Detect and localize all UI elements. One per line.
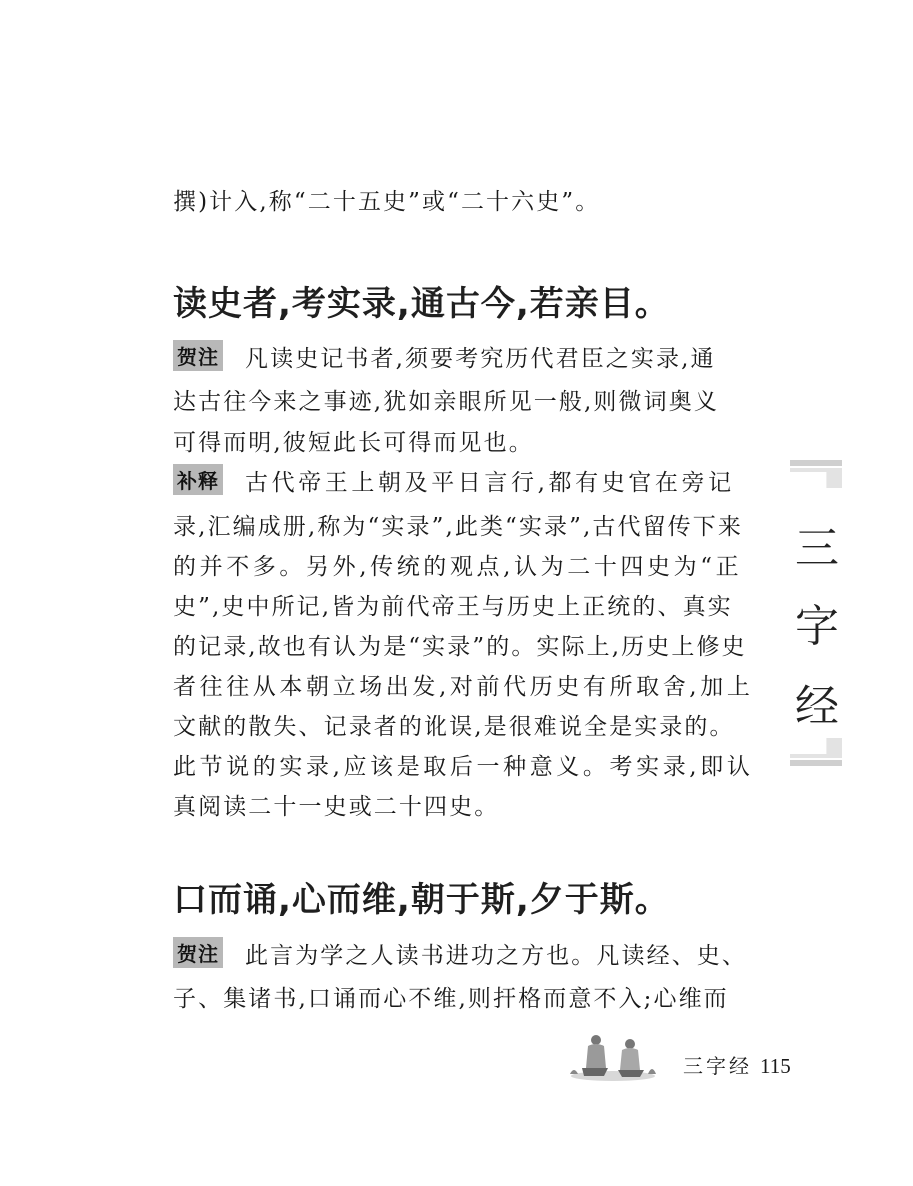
he-zhu-line: 子、集诸书,口诵而心不维,则扞格而意不入;心维而 bbox=[173, 986, 729, 1012]
bu-shi-line bbox=[173, 464, 735, 497]
tab-top-bracket bbox=[790, 468, 842, 488]
he-zhu-line: 达古往今来之事迹,犹如亲眼所见一般,则微词奥义 bbox=[173, 389, 719, 415]
verse-heading: 读史者,考实录,通古今,若亲目。 bbox=[173, 284, 670, 324]
side-char: 经 bbox=[795, 681, 839, 732]
side-char: 三 bbox=[795, 523, 839, 574]
bu-shi-line: 文献的散失、记录者的讹误,是很难说全是实录的。 bbox=[173, 714, 735, 740]
he-zhu-line: 可得而明,彼短此长可得而见也。 bbox=[173, 430, 534, 456]
he-zhu-line bbox=[173, 340, 716, 373]
side-char: 字 bbox=[795, 601, 839, 652]
bu-shi-line: 此节说的实录,应该是取后一种意义。考实录,即认 bbox=[173, 754, 754, 780]
he-zhu-label: 贺注 bbox=[173, 937, 223, 968]
footer-book-title: 三字经 bbox=[683, 1054, 752, 1078]
bu-shi-line: 真阅读二十一史或二十四史。 bbox=[173, 794, 500, 820]
bu-shi-line: 史”,史中所记,皆为前代帝王与历史上正统的、真实 bbox=[173, 594, 733, 620]
bu-shi-line: 者往往从本朝立场出发,对前代历史有所取舍,加上 bbox=[173, 674, 754, 700]
bu-shi-text: 古代帝王上朝及平日言行,都有史官在旁记 bbox=[245, 470, 735, 496]
bu-shi-line: 的记录,故也有认为是“实录”的。实际上,历史上修史 bbox=[173, 634, 747, 660]
verse-heading: 口而诵,心而维,朝于斯,夕于斯。 bbox=[173, 880, 670, 920]
he-zhu-line bbox=[173, 937, 747, 970]
tab-bottom-bar bbox=[790, 760, 842, 766]
he-zhu-text: 此言为学之人读书进功之方也。凡读经、史、 bbox=[245, 943, 747, 969]
bu-shi-line: 的并不多。另外,传统的观点,认为二十四史为“正 bbox=[173, 554, 743, 580]
side-tab-book-title bbox=[790, 460, 842, 766]
bu-shi-line: 录,汇编成册,称为“实录”,此类“实录”,古代留传下来 bbox=[173, 514, 743, 540]
he-zhu-label: 贺注 bbox=[173, 340, 223, 371]
top-continuation-line: 撰)计入,称“二十五史”或“二十六史”。 bbox=[173, 189, 601, 215]
tab-bottom-bracket bbox=[790, 738, 842, 758]
tab-top-bar bbox=[790, 460, 842, 466]
he-zhu-text: 凡读史记书者,须要考究历代君臣之实录,通 bbox=[245, 346, 716, 372]
two-scholars-illustration-icon bbox=[568, 1030, 658, 1082]
page-number: 115 bbox=[760, 1054, 791, 1078]
page-footer bbox=[683, 1050, 791, 1079]
bu-shi-label: 补释 bbox=[173, 464, 223, 495]
